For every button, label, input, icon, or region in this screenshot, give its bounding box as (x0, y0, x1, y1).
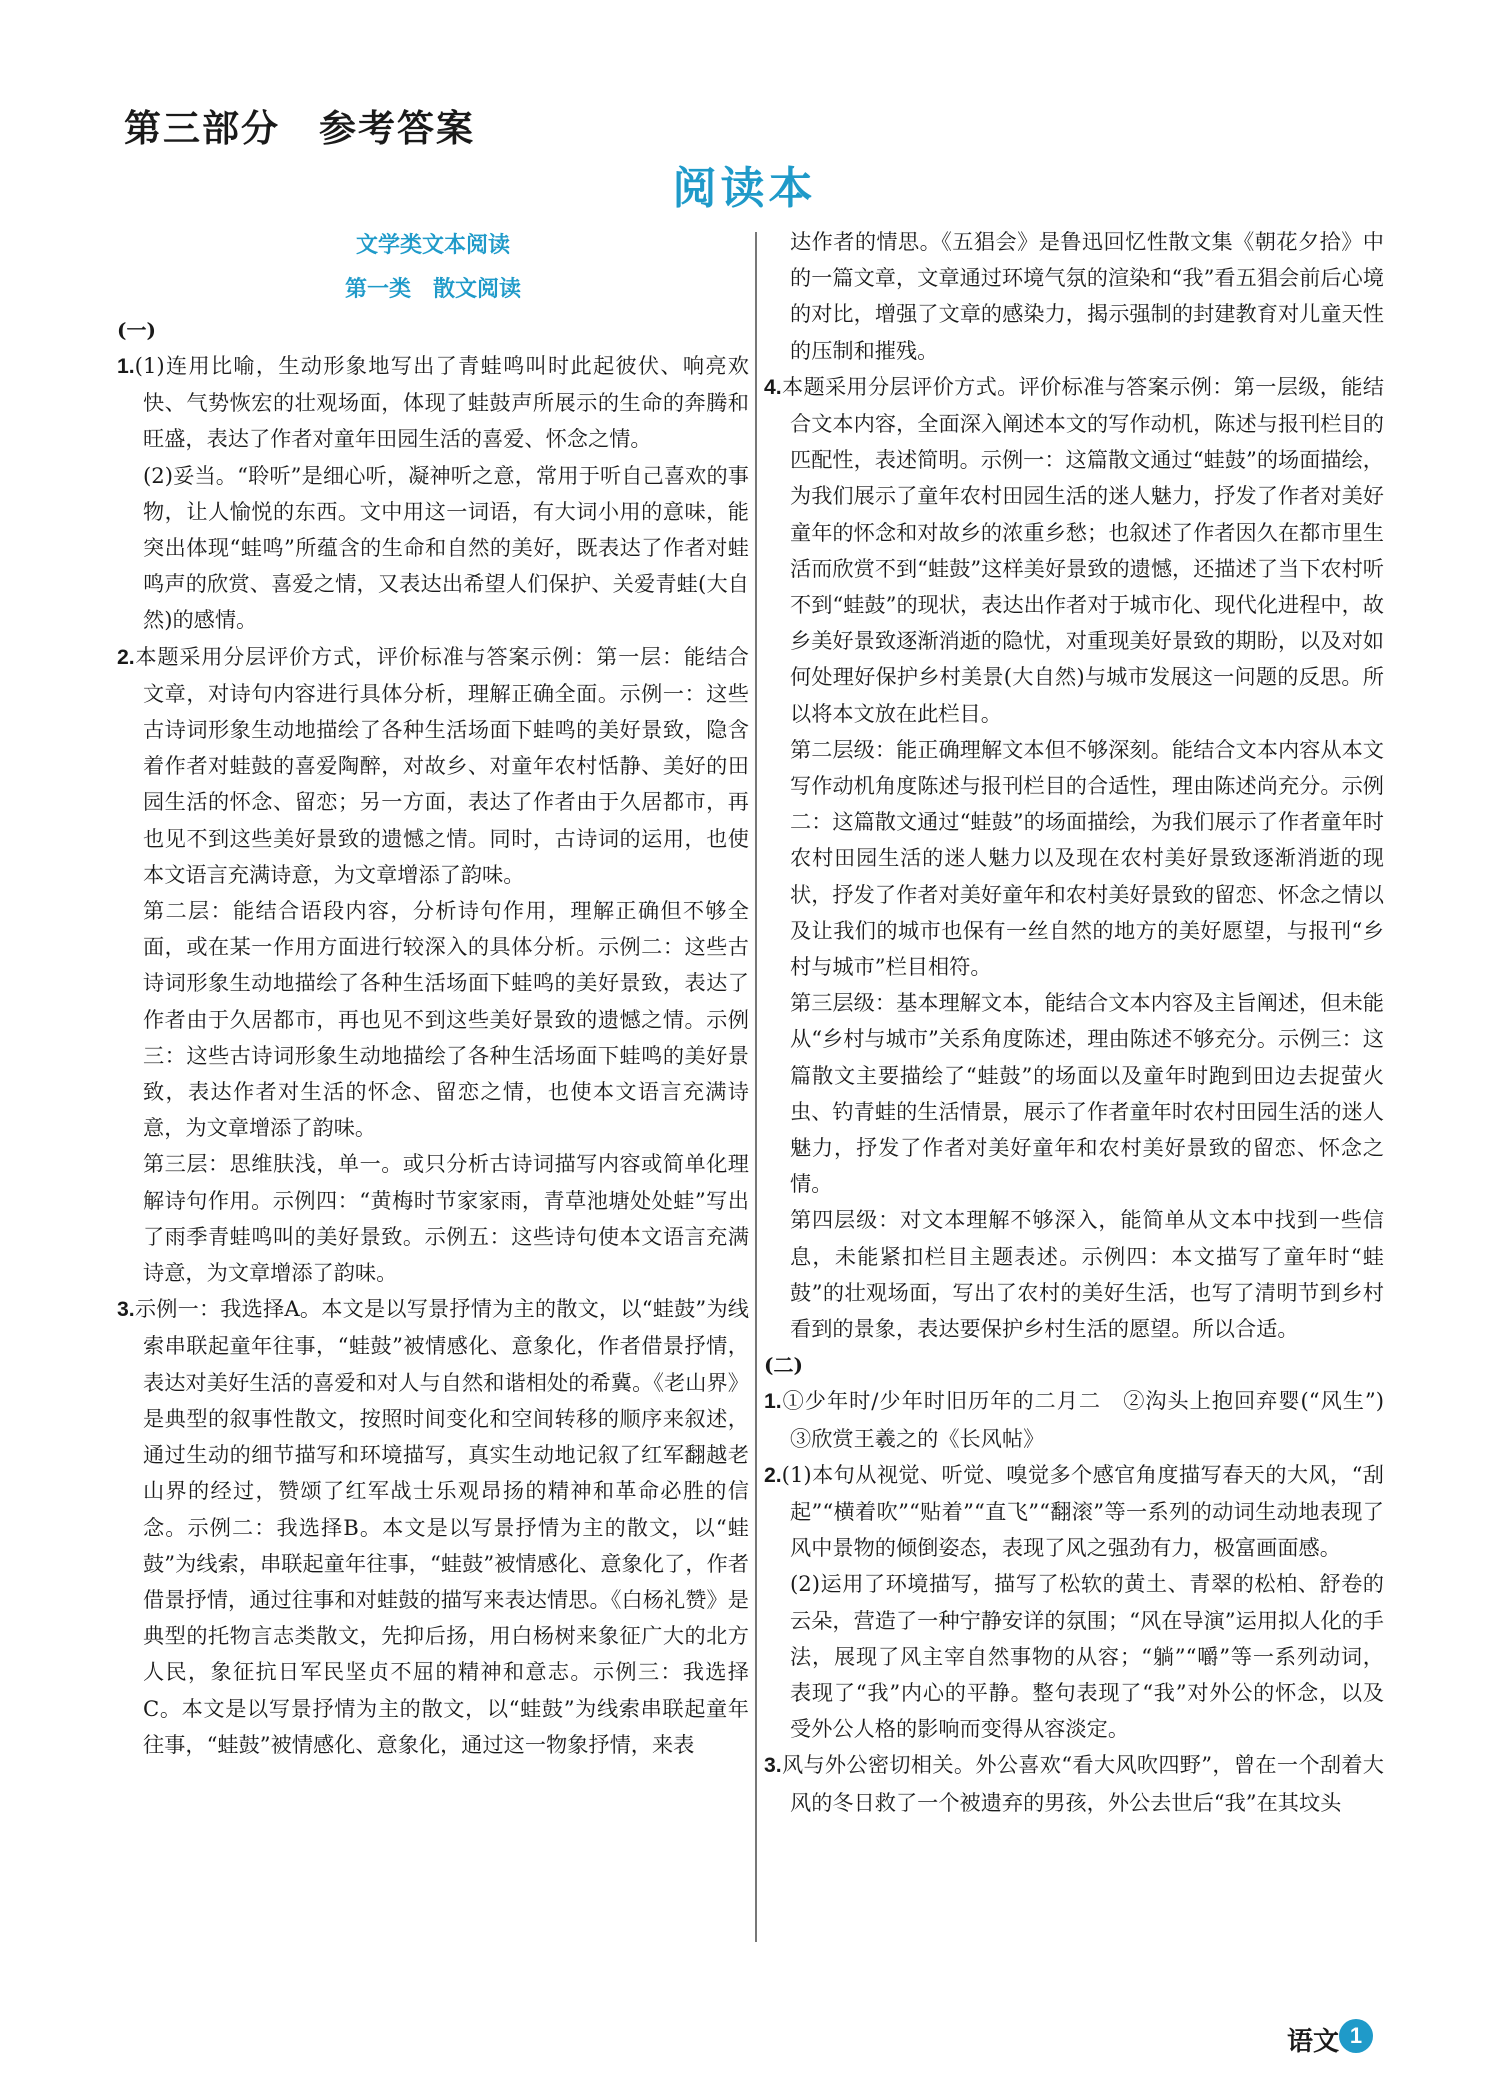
answer-number: 2. (764, 1463, 782, 1487)
right-column (764, 224, 1406, 1821)
section-title: 文学类文本阅读 (355, 233, 510, 258)
answer-text: 本题采用分层评价方式。评价标准与答案示例：第一层级，能结合文本内容，全面深入阐述本文的写作动机，陈述与报刊栏目的匹配性，表述简明。示例一：这篇散文通过“蛙鼓”的场面描绘，为我们展示了童年农村田园生活的迷人魅力，抒发了作者对美好童年的怀念和对故乡的浓重乡愁；也叙述了作者因久在都市里生活而欣赏不到“蛙鼓”这样美好景致的遗憾，还描述了当下农村听不到“蛙鼓”的现状，表达出作者对于城市化、现代化进程中，故乡美好景致逐渐消逝的隐忧，对重现美好景致的期盼，以及对如何处理好保护乡村美景(大自然)与城市发展这一问题的反思。所以将本文放在此栏目。 (781, 373, 1384, 726)
left-column (117, 224, 749, 1763)
answer-2 (117, 639, 749, 893)
column-divider (755, 232, 757, 1942)
subsection-title: 第一类 散文阅读 (344, 277, 521, 302)
answer-3-continued: 达作者的情思。《五猖会》是鲁迅回忆性散文集《朝花夕拾》中的一篇文章，文章通过环境气氛的渲染和“我”看五猖会前后心境的对比，增强了文章的感染力，揭示强制的封建教育对儿童天性的压制和摧残。 (790, 229, 1384, 363)
answer-text: (1)本句从视觉、听觉、嗅觉多个感官角度描写春天的大风，“刮起”“横着吹”“贴着”“直飞”“翻滚”等一系列的动词生动地表现了风中景物的倾倒姿态，表现了风之强劲有力，极富画面感。 (781, 1461, 1384, 1561)
answer-text: 本题采用分层评价方式，评价标准与答案示例：第一层：能结合文章，对诗句内容进行具体分析，理解正确全面。示例一：这些古诗词形象生动地描绘了各种生活场面下蛙鸣的美好景致，隐含着作者对蛙鼓的喜爱陶醉，对故乡、对童年农村恬静、美好的田园生活的怀念、留恋；另一方面，表达了作者由于久居都市，再也见不到这些美好景致的遗憾之情。同时，古诗词的运用，也使本文语言充满诗意，为文章增添了韵味。 (134, 643, 749, 887)
answer-4-level-3: 第三层级：基本理解文本，能结合文本内容及主旨阐述，但未能从“乡村与城市”关系角度陈述，理由陈述不够充分。示例三：这篇散文主要描绘了“蛙鼓”的场面以及童年时跑到田边去捉萤火虫、钓青蛙的生活情景，展示了作者童年时农村田园生活的迷人魅力，抒发了作者对美好童年和农村美好景致的留恋、怀念之情。 (790, 990, 1384, 1197)
answer-number: 3. (764, 1754, 782, 1778)
group-label-1: (一) (117, 318, 156, 342)
answer-text: 示例一：我选择A。本文是以写景抒情为主的散文，以“蛙鼓”为线索串联起童年往事，“蛙鼓”被情感化、意象化，作者借景抒情，表达对美好生活的喜爱和对人与自然和谐相处的希冀。《老山界》是典型的叙事性散文，按照时间变化和空间转移的顺序来叙述，通过生动的细节描写和环境描写，真实生动地记叙了红军翻越老山界的经过，赞颂了红军战士乐观昂扬的精神和革命必胜的信念。示例二：我选择B。本文是以写景抒情为主的散文，以“蛙鼓”为线索，串联起童年往事，“蛙鼓”被情感化、意象化了，作者借景抒情，通过往事和对蛙鼓的描写来表达情思。《白杨礼赞》是典型的托物言志类散文，先抑后扬，用白杨树来象征广大的北方人民，象征抗日军民坚贞不屈的精神和意志。示例三：我选择C。本文是以写景抒情为主的散文，以“蛙鼓”为线索串联起童年往事，“蛙鼓”被情感化、意象化，通过这一物象抒情，来表 (134, 1296, 749, 1757)
subject-label: 语文 (1287, 2027, 1340, 2057)
answer-3 (117, 1291, 749, 1763)
part-title: 第三部分 参考答案 (124, 107, 475, 150)
answer-2-level-2: 第二层：能结合语段内容，分析诗句作用，理解正确但不够全面，或在某一作用方面进行较深入的具体分析。示例二：这些古诗词形象生动地描绘了各种生活场面下蛙鸣的美好景致，表达了作者由于久居都市，再也见不到这些美好景致的遗憾之情。示例三：这些古诗词形象生动地描绘了各种生活场面下蛙鸣的美好景致，表达作者对生活的怀念、留恋之情，也使本文语言充满诗意，为文章增添了韵味。 (143, 898, 749, 1141)
group-label-2: (二) (764, 1353, 803, 1378)
answer-number: 2. (117, 645, 135, 669)
answer-number: 4. (764, 375, 782, 399)
answer-4 (764, 369, 1384, 732)
answer-2-level-3: 第三层：思维肤浅，单一。或只分析古诗词描写内容或简单化理解诗句作用。示例四：“黄梅时节家家雨，青草池塘处处蛙”写出了雨季青蛙鸣叫的美好景致。示例五：这些诗句使本文语言充满诗意，为文章增添了韵味。 (143, 1151, 749, 1286)
answer-b2-part-2: (2)运用了环境描写，描写了松软的黄土、青翠的松柏、舒卷的云朵，营造了一种宁静安详的氛围；“风在导演”运用拟人化的手法，展现了风主宰自然事物的从容；“躺”“嚼”等一系列动词，表现了“我”内心的平静。整句表现了“我”对外公的怀念，以及受外公人格的影响而变得从容淡定。 (790, 1571, 1384, 1742)
answer-text: ①少年时/少年时旧历年的二月二 ②沟头上抱回弃婴(“风生”) ③欣赏王羲之的《长风帖》 (781, 1388, 1406, 1451)
answer-4-level-2: 第二层级：能正确理解文本但不够深刻。能结合文本内容从本文写作动机角度陈述与报刊栏目的合适性，理由陈述尚充分。示例二：这篇散文通过“蛙鼓”的场面描绘，为我们展示了作者童年时农村田园生活的迷人魅力以及现在农村美好景致逐渐消逝的现状，抒发了作者对美好童年和农村美好景致的留恋、怀念之情以及让我们的城市也保有一丝自然的地方的美好愿望，与报刊“乡村与城市”栏目相符。 (790, 736, 1384, 980)
book-title: 阅读本 (672, 163, 817, 214)
answer-text: 风与外公密切相关。外公喜欢“看大风吹四野”，曾在一个刮着大风的冬日救了一个被遗弃的男孩，外公去世后“我”在其坟头 (781, 1752, 1384, 1815)
answer-number: 1. (117, 355, 135, 378)
answer-1-part-2: (2)妥当。“聆听”是细心听，凝神听之意，常用于听自己喜欢的事物，让人愉悦的东西。文中用这一词语，有大词小用的意味，能突出体现“蛙鸣”所蕴含的生命和自然的美好，既表达了作者对蛙鸣声的欣赏、喜爱之情，又表达出希望人们保护、关爱青蛙(大自然)的感情。 (143, 462, 749, 633)
answer-text: (1)连用比喻，生动形象地写出了青蛙鸣叫时此起彼伏、响亮欢快、气势恢宏的壮观场面，体现了蛙鼓声所展示的生命的奔腾和旺盛，表达了作者对童年田园生活的喜爱、怀念之情。 (134, 353, 749, 452)
answer-1 (117, 348, 749, 458)
answer-b3 (764, 1747, 1384, 1820)
answer-4-level-4: 第四层级：对文本理解不够深入，能简单从文本中找到一些信息，未能紧扣栏目主题表述。示例四：本文描写了童年时“蛙鼓”的壮观场面，写出了农村的美好生活，也写了清明节到乡村看到的景象，表达要保护乡村生活的愿望。所以合适。 (790, 1207, 1384, 1342)
answer-number: 1. (764, 1390, 782, 1414)
answer-b2 (764, 1457, 1384, 1567)
answer-b1 (764, 1383, 1406, 1456)
answer-number: 3. (117, 1298, 135, 1322)
page-number: 1 (1339, 2019, 1373, 2053)
